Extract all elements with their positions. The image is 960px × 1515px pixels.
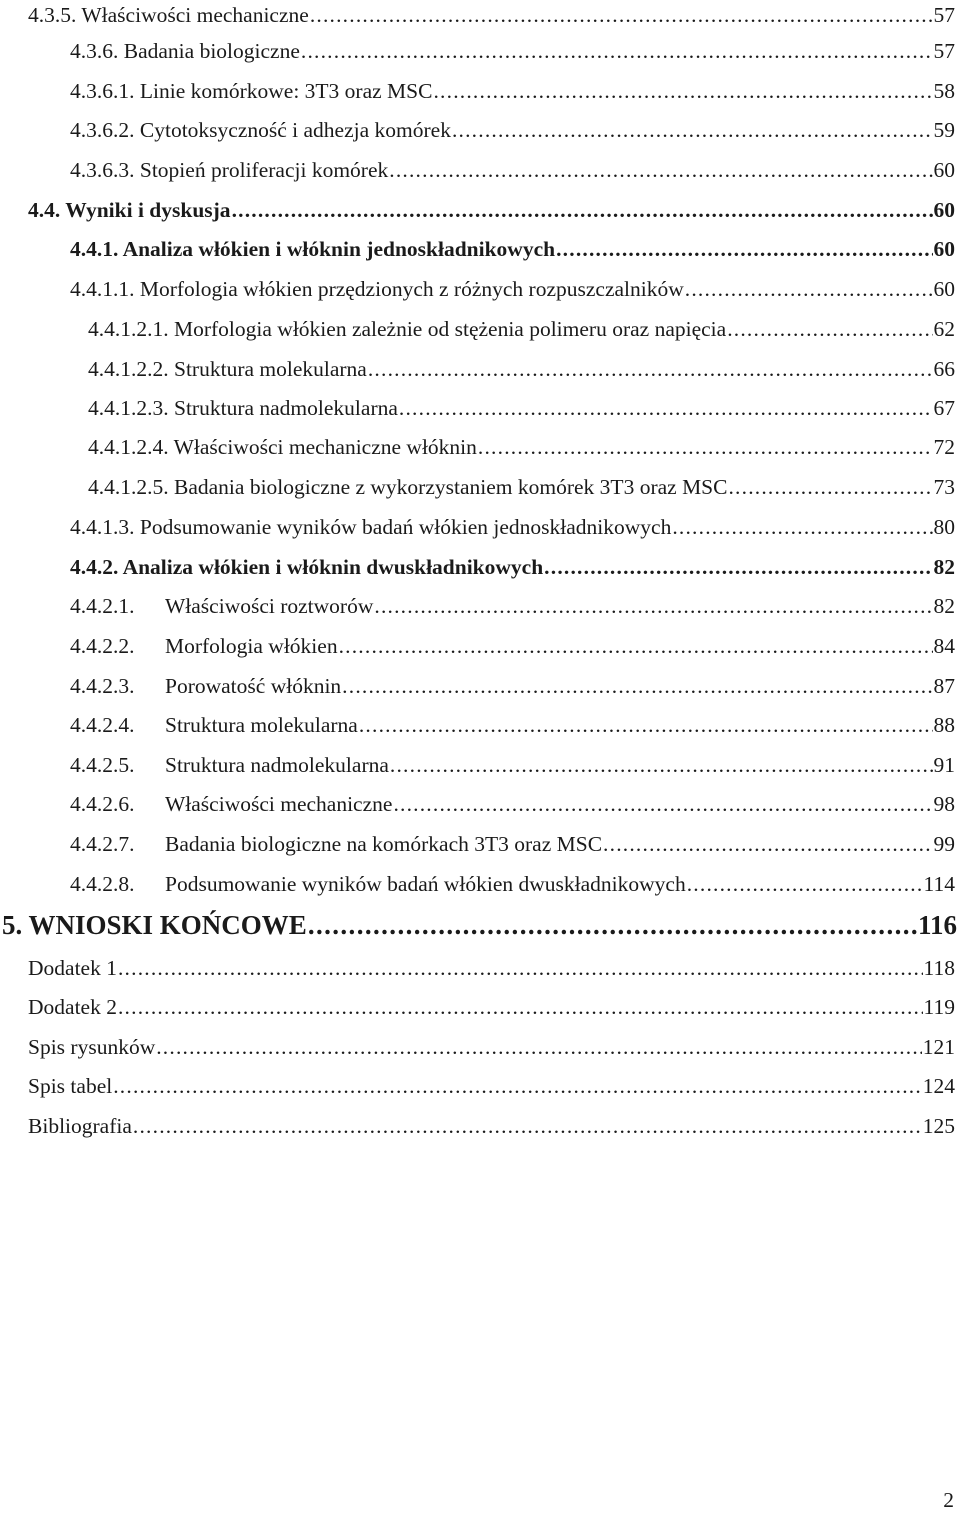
toc-entry[interactable]: 4.4.2.2. Morfologia włókien ..... 84 [70, 631, 955, 661]
dot-leader [433, 76, 932, 106]
toc-page-number: 98 [933, 792, 955, 816]
toc-entry[interactable]: 4.4.2.6. Właściwości mechaniczne ..... 98 [70, 789, 955, 819]
dot-leader [389, 155, 932, 185]
toc-entry[interactable]: Dodatek 2 ..... 119 [28, 992, 955, 1022]
dot-leader [374, 591, 932, 621]
toc-entry[interactable]: 4.4.1.2.4. Właściwości mechaniczne włóknin ..... 72 [88, 432, 955, 462]
toc-page-number: 60 [933, 277, 955, 301]
dot-leader [156, 1032, 922, 1062]
toc-entry[interactable]: 4.3.5. Właściwości mechaniczne ..... 57 [28, 0, 955, 30]
toc-entry[interactable]: Dodatek 1 ..... 118 [28, 953, 955, 983]
toc-page-number: 59 [933, 118, 955, 142]
dot-leader [727, 314, 932, 344]
dot-leader [368, 354, 933, 384]
toc-page-number: 82 [933, 594, 955, 618]
toc-page-number: 125 [922, 1114, 955, 1138]
dot-leader [452, 115, 933, 145]
toc-entry[interactable]: 4.4.1.2.3. Struktura nadmolekularna ..... 67 [88, 393, 955, 423]
toc-entry[interactable]: Bibliografia ..... 125 [28, 1111, 955, 1141]
toc-page-number: 57 [933, 39, 955, 63]
toc-entry[interactable]: 4.4.2.8. Podsumowanie wyników badań włókien dwuskładnikowych ..... 114 [70, 869, 955, 899]
toc-entry[interactable]: 4.3.6.3. Stopień proliferacji komórek ..... 60 [70, 155, 955, 185]
dot-leader [118, 992, 923, 1022]
dot-leader [478, 432, 933, 462]
dot-leader [342, 671, 932, 701]
dot-leader [359, 710, 933, 740]
dot-leader [687, 869, 923, 899]
toc-page-number: 99 [933, 832, 955, 856]
toc-entry[interactable]: 4.4.2.4. Struktura molekularna ..... 88 [70, 710, 955, 740]
dot-leader [685, 274, 933, 304]
dot-leader [390, 750, 933, 780]
toc-entry[interactable]: 4.4.2.7. Badania biologiczne na komórkach 3T3 oraz MSC ..... 99 [70, 829, 955, 859]
dot-leader [232, 195, 933, 225]
toc-page-number: 119 [923, 995, 955, 1019]
toc-entry[interactable]: 4.4.1.2.2. Struktura molekularna ..... 66 [88, 354, 955, 384]
toc-entry[interactable]: 4.4.2.3. Porowatość włóknin ..... 87 [70, 671, 955, 701]
toc-entry[interactable]: 4.4.1.3. Podsumowanie wyników badań włókien jednoskładnikowych ..... 80 [70, 512, 955, 542]
toc-entry[interactable]: 4.3.6.1. Linie komórkowe: 3T3 oraz MSC ..... 58 [70, 76, 955, 106]
dot-leader [113, 1071, 922, 1101]
toc-page-number: 73 [933, 475, 955, 499]
toc-page-number: 82 [933, 555, 955, 579]
toc-entry[interactable]: 4.4.2. Analiza włókien i włóknin dwuskładnikowych ..... 82 [70, 552, 955, 582]
toc-entry[interactable]: 4.4.1.2.5. Badania biologiczne z wykorzystaniem komórek 3T3 oraz MSC ..... 73 [88, 472, 955, 502]
dot-leader [118, 953, 923, 983]
toc-entry[interactable]: Spis tabel ..... 124 [28, 1071, 955, 1101]
toc-page-number: 84 [933, 634, 955, 658]
dot-leader [310, 0, 933, 30]
toc-entry[interactable]: 4.4.2.5. Struktura nadmolekularna ..... 91 [70, 750, 955, 780]
dot-leader [399, 393, 933, 423]
toc-page-number: 62 [933, 317, 955, 341]
toc-page-number: 118 [923, 956, 955, 980]
toc-page-number: 121 [922, 1035, 955, 1059]
toc-entry[interactable]: 4.3.6. Badania biologiczne ..... 57 [70, 36, 955, 66]
toc-page-number: 58 [933, 79, 955, 103]
toc-page-number: 124 [922, 1074, 955, 1098]
toc-page-number: 80 [933, 515, 955, 539]
toc-entry[interactable]: 4.3.6.2. Cytotoksyczność i adhezja komórek ..... 59 [70, 115, 955, 145]
page-number: 2 [943, 1488, 954, 1512]
toc-page-number: 60 [933, 158, 955, 182]
toc-page-number: 60 [933, 198, 955, 222]
dot-leader [308, 907, 917, 943]
toc-page-number: 114 [923, 872, 955, 896]
toc-page-number: 57 [933, 3, 955, 27]
toc-page-number: 116 [917, 910, 957, 940]
toc-page-number: 87 [933, 674, 955, 698]
toc-entry[interactable]: 4.4. Wyniki i dyskusja ..... 60 [28, 195, 955, 225]
toc-page-number: 66 [933, 357, 955, 381]
dot-leader [301, 36, 933, 66]
toc-entry[interactable]: 4.4.1.1. Morfologia włókien przędzionych z różnych rozpuszczalników ..... 60 [70, 274, 955, 304]
dot-leader [556, 234, 932, 264]
dot-leader [393, 789, 932, 819]
toc-page-number: 72 [933, 435, 955, 459]
toc-page-number: 88 [933, 713, 955, 737]
toc-entry[interactable]: 4.4.1.2.1. Morfologia włókien zależnie od stężenia polimeru oraz napięcia ..... 62 [88, 314, 955, 344]
dot-leader [544, 552, 932, 582]
dot-leader [672, 512, 932, 542]
toc-page-number: 60 [933, 237, 955, 261]
dot-leader [603, 829, 932, 859]
toc-entry[interactable]: 4.4.1. Analiza włókien i włóknin jednoskładnikowych ..... 60 [70, 234, 955, 264]
dot-leader [728, 472, 932, 502]
toc-entry[interactable]: 4.4.2.1. Właściwości roztworów ..... 82 [70, 591, 955, 621]
dot-leader [133, 1111, 922, 1141]
toc-entry-chapter[interactable]: 5. WNIOSKI KOŃCOWE ..... 116 [2, 907, 957, 943]
toc-page-number: 91 [933, 753, 955, 777]
dot-leader [339, 631, 933, 661]
toc-entry[interactable]: Spis rysunków ..... 121 [28, 1032, 955, 1062]
toc-page-number: 67 [933, 396, 955, 420]
